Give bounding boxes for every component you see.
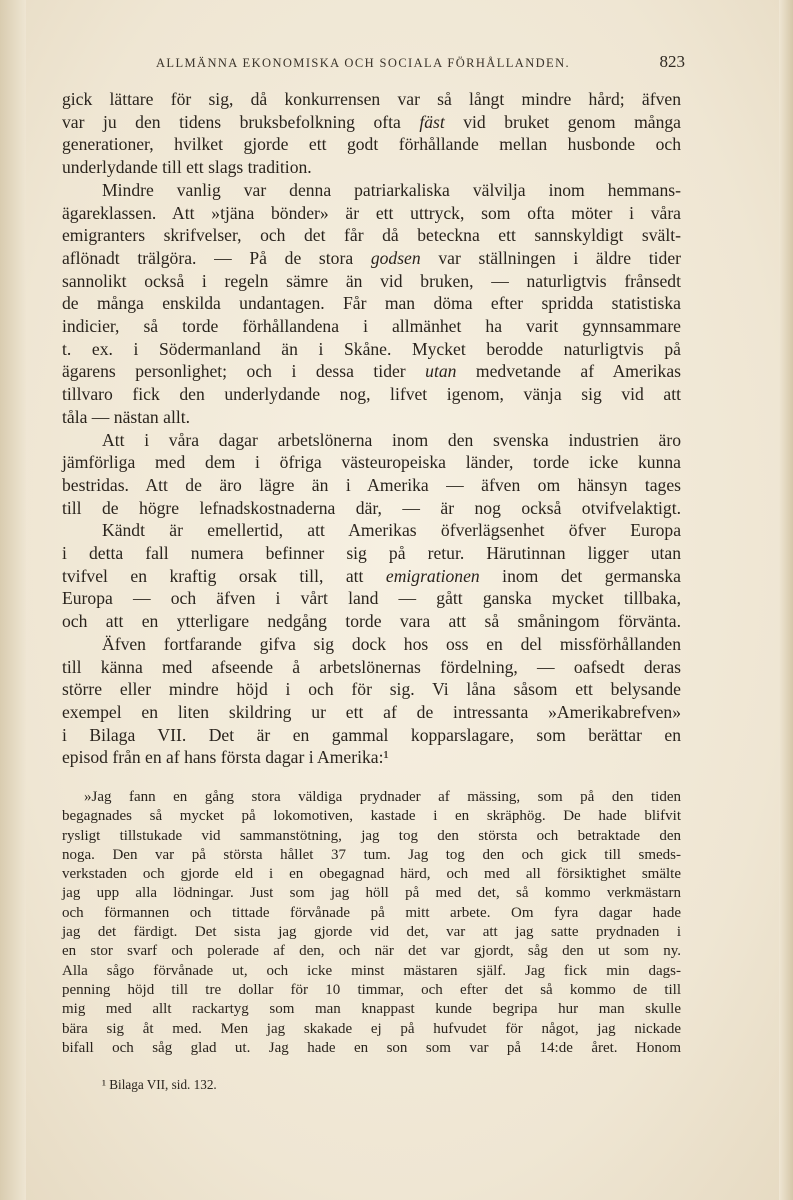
text-line — [62, 474, 681, 497]
italic-emphasis: emigrationen — [385, 565, 480, 586]
quote-line — [62, 981, 681, 1000]
text-run: tåla — nästan allt. — [62, 406, 191, 427]
text-line — [62, 111, 681, 134]
text-run: till känna med afseende å arbetslönernas fördelning, — oafsedt deras — [62, 656, 681, 677]
footnote-marker: ¹ — [102, 1077, 106, 1092]
text-line — [62, 338, 681, 361]
italic-emphasis: fäst — [419, 111, 445, 132]
text-line — [62, 587, 681, 610]
page-header — [60, 52, 685, 76]
text-line — [62, 406, 681, 429]
text-line — [62, 633, 681, 656]
text-line — [62, 88, 681, 111]
text-run: till de högre lefnadskostnaderna där, — är nog också otvifvelaktigt. — [62, 497, 681, 518]
text-line — [62, 451, 681, 474]
text-run: jag det färdigt. Det sista jag gjorde vid det, var att jag satte prydnaden i — [62, 924, 681, 941]
text-line — [62, 360, 681, 383]
text-run: jämförliga med dem i öfriga västeuropeiska länder, torde icke kunna — [62, 452, 681, 473]
text-run: i Bilaga VII. Det är en gammal kopparslagare, som berättar en — [62, 724, 681, 745]
quote-line — [62, 1000, 681, 1019]
italic-emphasis: godsen — [370, 247, 421, 268]
text-line — [62, 565, 681, 588]
quote-line — [62, 827, 681, 846]
text-line — [62, 724, 681, 747]
text-run: penning höjd till tre dollar för 10 timmar, och efter det så kommo de till — [62, 981, 681, 998]
quote-line — [62, 942, 681, 961]
text-run: ägarens personlighet; och i dessa tider — [62, 361, 426, 382]
quote-line — [62, 865, 681, 884]
text-run: Europa — och äfven i vårt land — gått ganska mycket tillbaka, — [62, 588, 681, 609]
text-run: noga. Den var på största hållet 37 tum. Jag tog den och gick till smeds- — [62, 846, 681, 863]
text-run: exempel en liten skildring ur ett af de intressanta »Amerikabrefven» — [62, 701, 681, 722]
text-run: begagnades så mycket på lokomotiven, kastade i en skräphög. De hade blifvit — [62, 808, 681, 825]
text-run: Äfven fortfarande gifva sig dock hos oss en del missförhållanden — [102, 633, 681, 654]
text-run: tillvaro fick den underlydande nog, lifvet igenom, vänja sig vid att — [62, 384, 681, 405]
text-line — [62, 497, 681, 520]
text-run: mig med allt rackartyg som man knappast kunde begripa hur man skulle — [62, 1001, 681, 1018]
page-outer-edge — [779, 0, 793, 1200]
italic-emphasis: utan — [425, 361, 457, 382]
text-line — [62, 519, 681, 542]
text-run: generationer, hvilket gjorde ett godt förhållande mellan husbonde och — [62, 134, 681, 155]
page-binding-edge — [0, 0, 26, 1200]
text-line — [62, 678, 681, 701]
text-run: och att en ytterligare nedgång torde vara att så småningom förvänta. — [62, 611, 681, 632]
quote-line — [62, 904, 681, 923]
text-line — [62, 156, 681, 179]
text-run: t. ex. i Södermanland än i Skåne. Mycket berodde naturligtvis på — [62, 338, 681, 359]
text-run: gick lättare för sig, då konkurrensen var så långt mindre hård; äfven — [62, 89, 681, 109]
text-run: större eller mindre höjd i och för sig. Vi låna såsom ett belysande — [62, 679, 681, 700]
text-run: vid bruket genom många — [444, 111, 681, 132]
quote-line — [62, 1039, 681, 1058]
text-line — [62, 610, 681, 633]
text-run: rysligt tillstukade vid sammanstötning, jag tog den största och betraktade den — [62, 827, 681, 844]
text-run: Kändt är emellertid, att Amerikas öfverlägsenhet öfver Europa — [102, 520, 681, 541]
text-run: och förmannen och tittade förvånade på mitt arbete. Om fyra dagar hade — [62, 904, 681, 921]
text-run: Mindre vanlig var denna patriarkaliska välvilja inom hemmans- — [102, 179, 681, 200]
text-line — [62, 701, 681, 724]
text-line — [62, 383, 681, 406]
footnote-text: Bilaga VII, sid. 132. — [109, 1077, 217, 1092]
page-number: 823 — [659, 52, 685, 71]
text-line — [62, 224, 681, 247]
text-line — [62, 315, 681, 338]
body-text — [62, 88, 681, 769]
text-run: inom det germanska — [479, 565, 681, 586]
text-line — [62, 270, 681, 293]
text-line — [62, 429, 681, 452]
text-run: var ju den tidens bruksbefolkning ofta — [62, 111, 420, 132]
quote-line — [62, 788, 681, 807]
quote-line — [62, 846, 681, 865]
quote-line — [62, 807, 681, 826]
text-run: aflönadt trälgöra. — På de stora — [62, 247, 371, 268]
running-head: ALLMÄNNA EKONOMISKA OCH SOCIALA FÖRHÅLLANDEN. — [156, 56, 571, 70]
text-run: Alla sågo förvånade ut, och icke minst mästaren själf. Jag fick min dags- — [62, 962, 681, 979]
text-run: de många enskilda undantagen. Får man döma efter spridda statistiska — [62, 293, 681, 314]
text-line — [62, 292, 681, 315]
text-run: tvifvel en kraftig orsak till, att — [62, 565, 386, 586]
text-line — [62, 656, 681, 679]
quote-line — [62, 1020, 681, 1039]
text-run: underlydande till ett slags tradition. — [62, 157, 312, 178]
text-run: ägareklassen. Att »tjäna bönder» är ett uttryck, som ofta möter i våra — [62, 202, 681, 223]
text-run: bestridas. Att de äro lägre än i Amerika — äfven om hänsyn tages — [62, 474, 681, 495]
text-run: sannolikt också i regeln sämre än vid bruken, — naturligtvis frånsedt — [62, 270, 681, 291]
block-quote-letter — [62, 788, 681, 1058]
text-run: i detta fall numera befinner sig på retur. Härutinnan ligger utan — [62, 543, 681, 564]
text-line — [62, 746, 681, 769]
text-run: medvetande af Amerikas — [456, 361, 681, 382]
text-run: episod från en af hans första dagar i Amerika:¹ — [62, 747, 389, 768]
text-run: jag upp alla lödningar. Just som jag höll på med det, så kommo verkmästarn — [62, 885, 681, 902]
text-line — [62, 179, 681, 202]
text-run: verkstaden och gjorde eld i en obegagnad härd, och med all försiktighet smälte — [62, 866, 681, 883]
quote-line — [62, 923, 681, 942]
text-run: bifall och såg glad ut. Jag hade en son som var på 14:de året. Honom — [62, 1039, 681, 1056]
text-run: bära sig åt med. Men jag skakade ej på hufvudet för något, jag nickade — [62, 1020, 681, 1037]
text-line — [62, 202, 681, 225]
text-run: »Jag fann en gång stora väldiga prydnader af mässing, som på den tiden — [84, 789, 681, 805]
text-run: en stor svarf och polerade af den, och när det var gjordt, såg den ut som ny. — [62, 943, 681, 960]
quote-line — [62, 884, 681, 903]
text-run: emigranters skrifvelser, och det får då beteckna ett sannskyldigt svält- — [62, 225, 681, 246]
text-run: Att i våra dagar arbetslönerna inom den svenska industrien äro — [102, 429, 681, 450]
text-run: indicier, så torde förhållandena i allmänhet ha varit gynnsammare — [62, 316, 681, 337]
quote-line — [62, 962, 681, 981]
text-run: var ställningen i äldre tider — [420, 247, 682, 268]
footnote — [102, 1076, 502, 1094]
text-line — [62, 247, 681, 270]
text-line — [62, 542, 681, 565]
text-line — [62, 133, 681, 156]
